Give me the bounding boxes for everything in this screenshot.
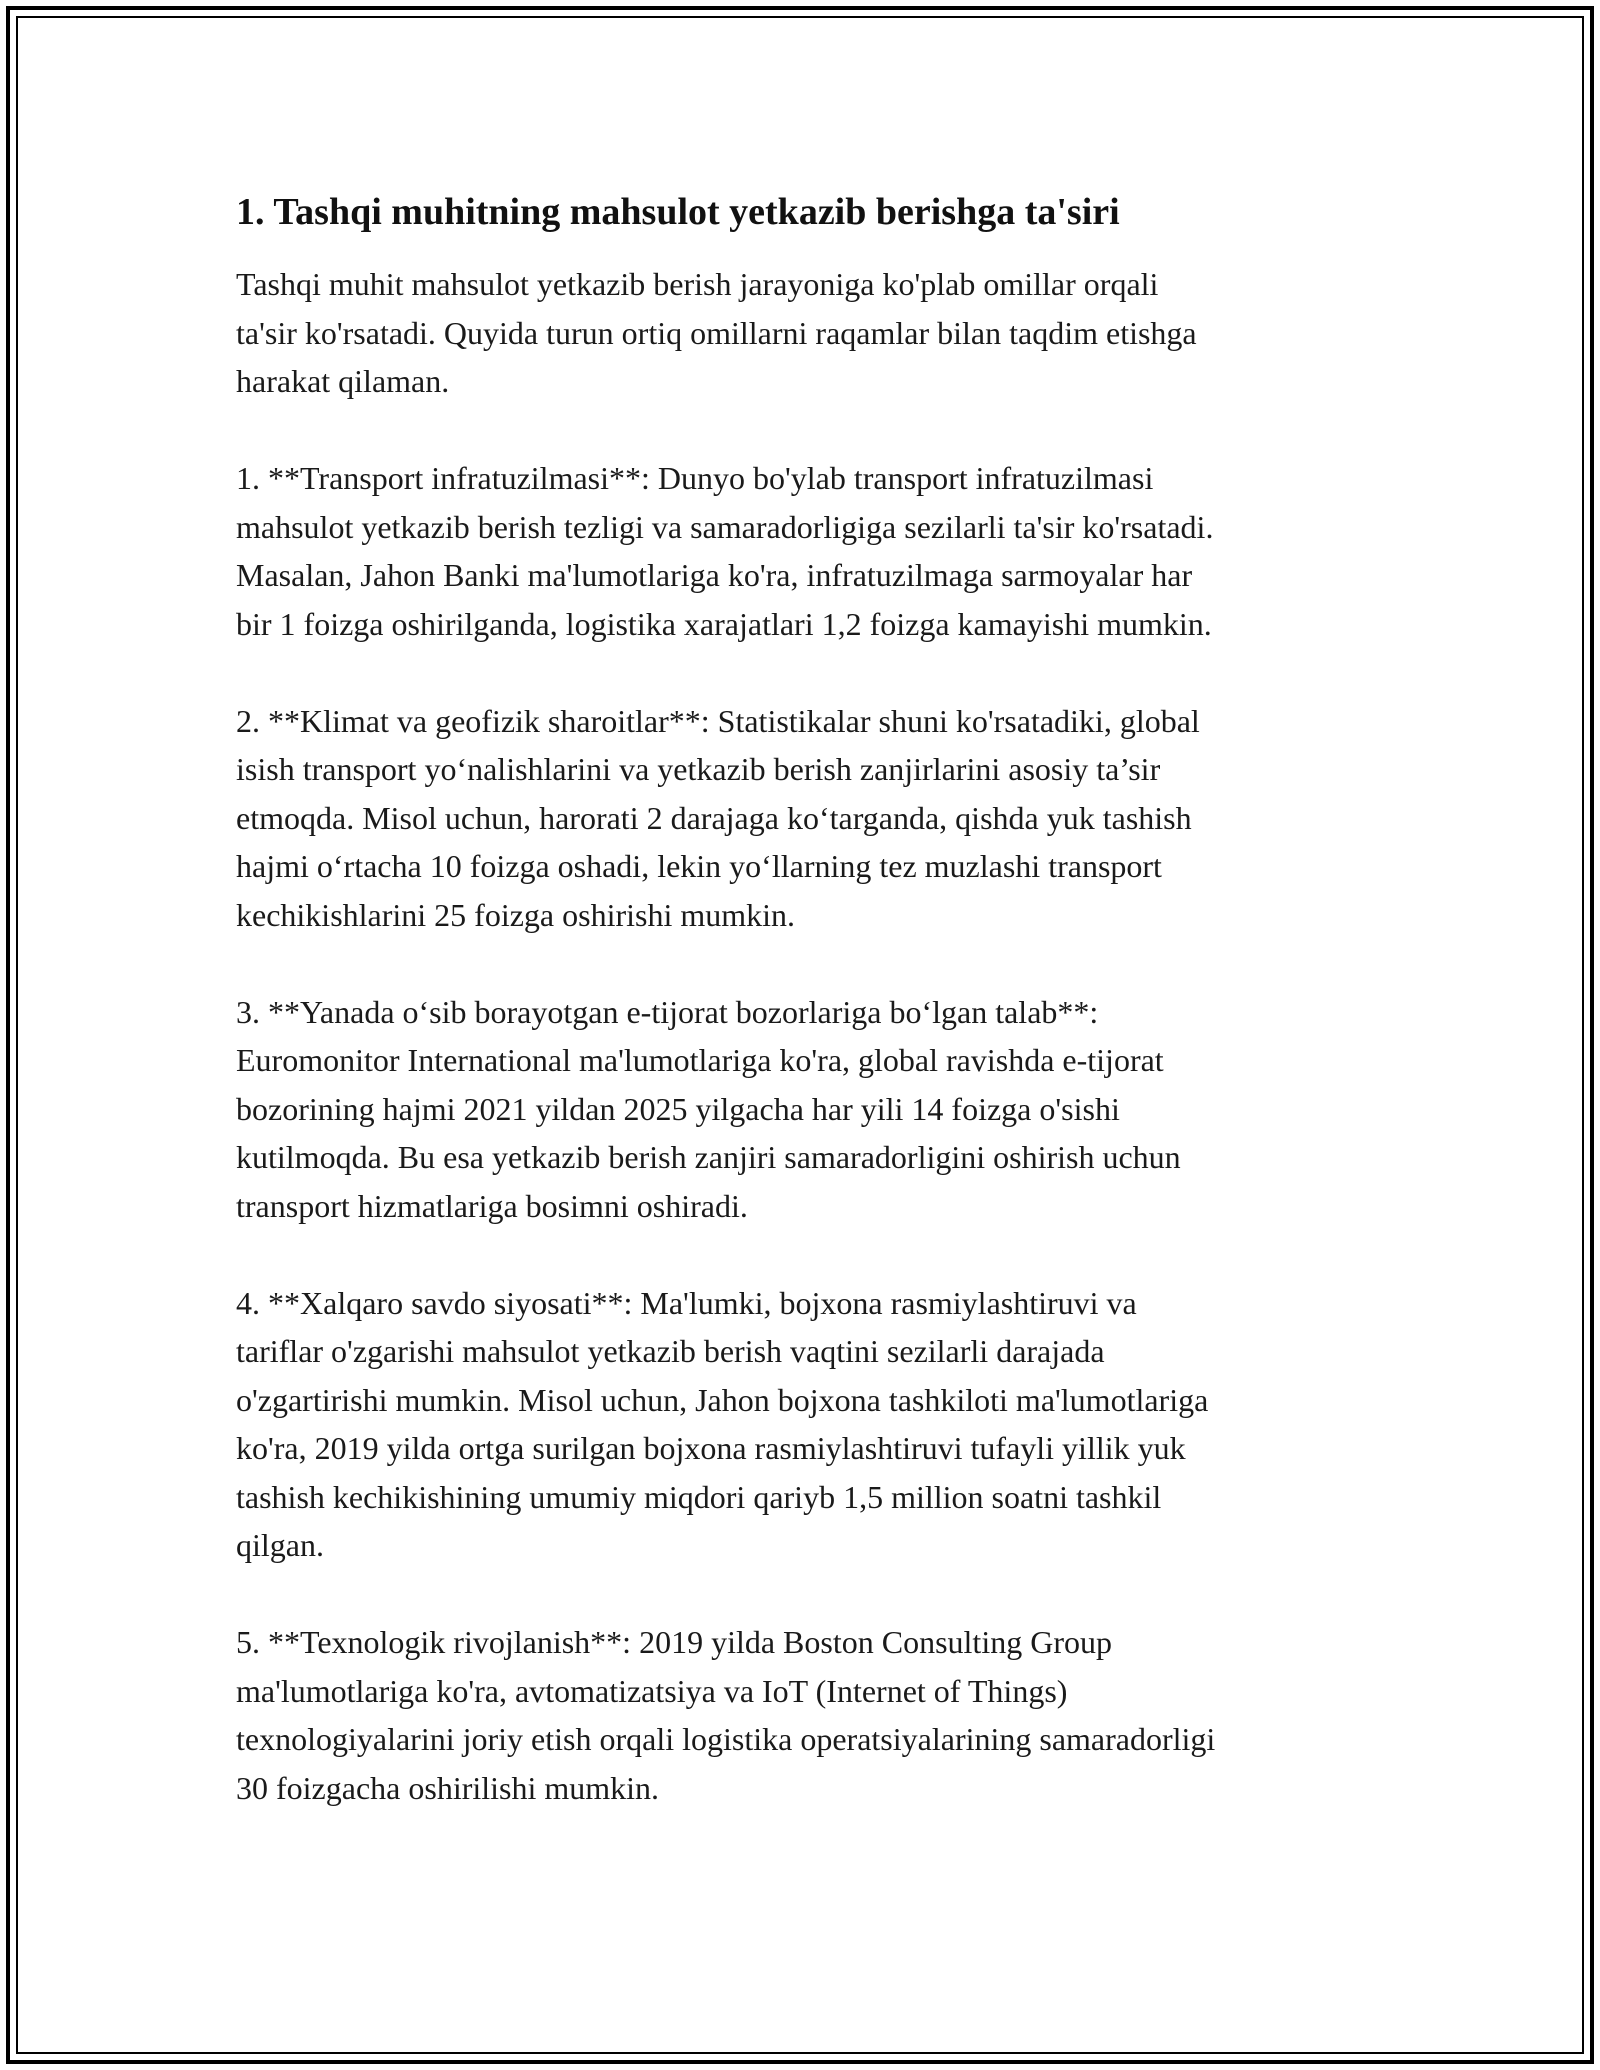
document-title: 1. Tashqi muhitning mahsulot yetkazib berishga ta'siri — [236, 191, 1120, 233]
list-item-technology: 5. **Texnologik rivojlanish**: 2019 yilda Boston Consulting Group ma'lumotlariga ko'ra, avtomatizatsiya va IoT (Internet of Things) texnologiyalarini joriy etish orqali logistika operatsiyalarining samaradorligi 30 foizgacha oshirilishi mumkin. — [236, 1624, 1216, 1806]
list-item-trade-policy: 4. **Xalqaro savdo siyosati**: Ma'lumki, bojxona rasmiylashtiruvi va tariflar o'zgarishi mahsulot yetkazib berish vaqtini sezilarli darajada o'zgartirishi mumkin. Misol uchun, Jahon bojxona tashkiloti ma'lumotlariga ko'ra, 2019 yilda ortga surilgan bojxona rasmiylashtiruvi tufayli yillik yuk tashish kechikishining umumiy miqdori qariyb 1,5 million soatni tashkil qilgan. — [236, 1284, 1209, 1563]
document-body — [236, 186, 1366, 1812]
list-item-ecommerce: 3. **Yanada o‘sib borayotgan e-tijorat bozorlariga bo‘lgan talab**: Euromonitor International ma'lumotlariga ko'ra, global ravishda e-tijorat bozorining hajmi 2021 yildan 2025 yilgacha har yili 14 foizga o'sishi kutilmoqda. Bu esa yetkazib berish zanjiri samaradorligini oshirish uchun transport hizmatlariga bosimni oshiradi. — [236, 993, 1181, 1224]
intro-paragraph: Tashqi muhit mahsulot yetkazib berish jarayoniga ko'plab omillar orqali ta'sir ko'rsatadi. Quyida turun ortiq omillarni raqamlar bilan taqdim etishga harakat qilaman. — [236, 266, 1197, 399]
list-item-transport: 1. **Transport infratuzilmasi**: Dunyo bo'ylab transport infratuzilmasi mahsulot yetkazib berish tezligi va samaradorligiga sezilarli ta'sir ko'rsatadi. Masalan, Jahon Banki ma'lumotlariga ko'ra, infratuzilmaga sarmoyalar har bir 1 foizga oshirilganda, logistika xarajatlari 1,2 foizga kamayishi mumkin. — [236, 460, 1214, 642]
list-item-climate: 2. **Klimat va geofizik sharoitlar**: Statistikalar shuni ko'rsatadiki, global isish transport yo‘nalishlarini va yetkazib berish zanjirlarini asosiy ta’sir etmoqda. Misol uchun, harorati 2 darajaga ko‘targanda, qishda yuk tashish hajmi o‘rtacha 10 foizga oshadi, lekin yo‘llarning tez muzlashi transport kechikishlarini 25 foizga oshirishi mumkin. — [236, 702, 1200, 933]
